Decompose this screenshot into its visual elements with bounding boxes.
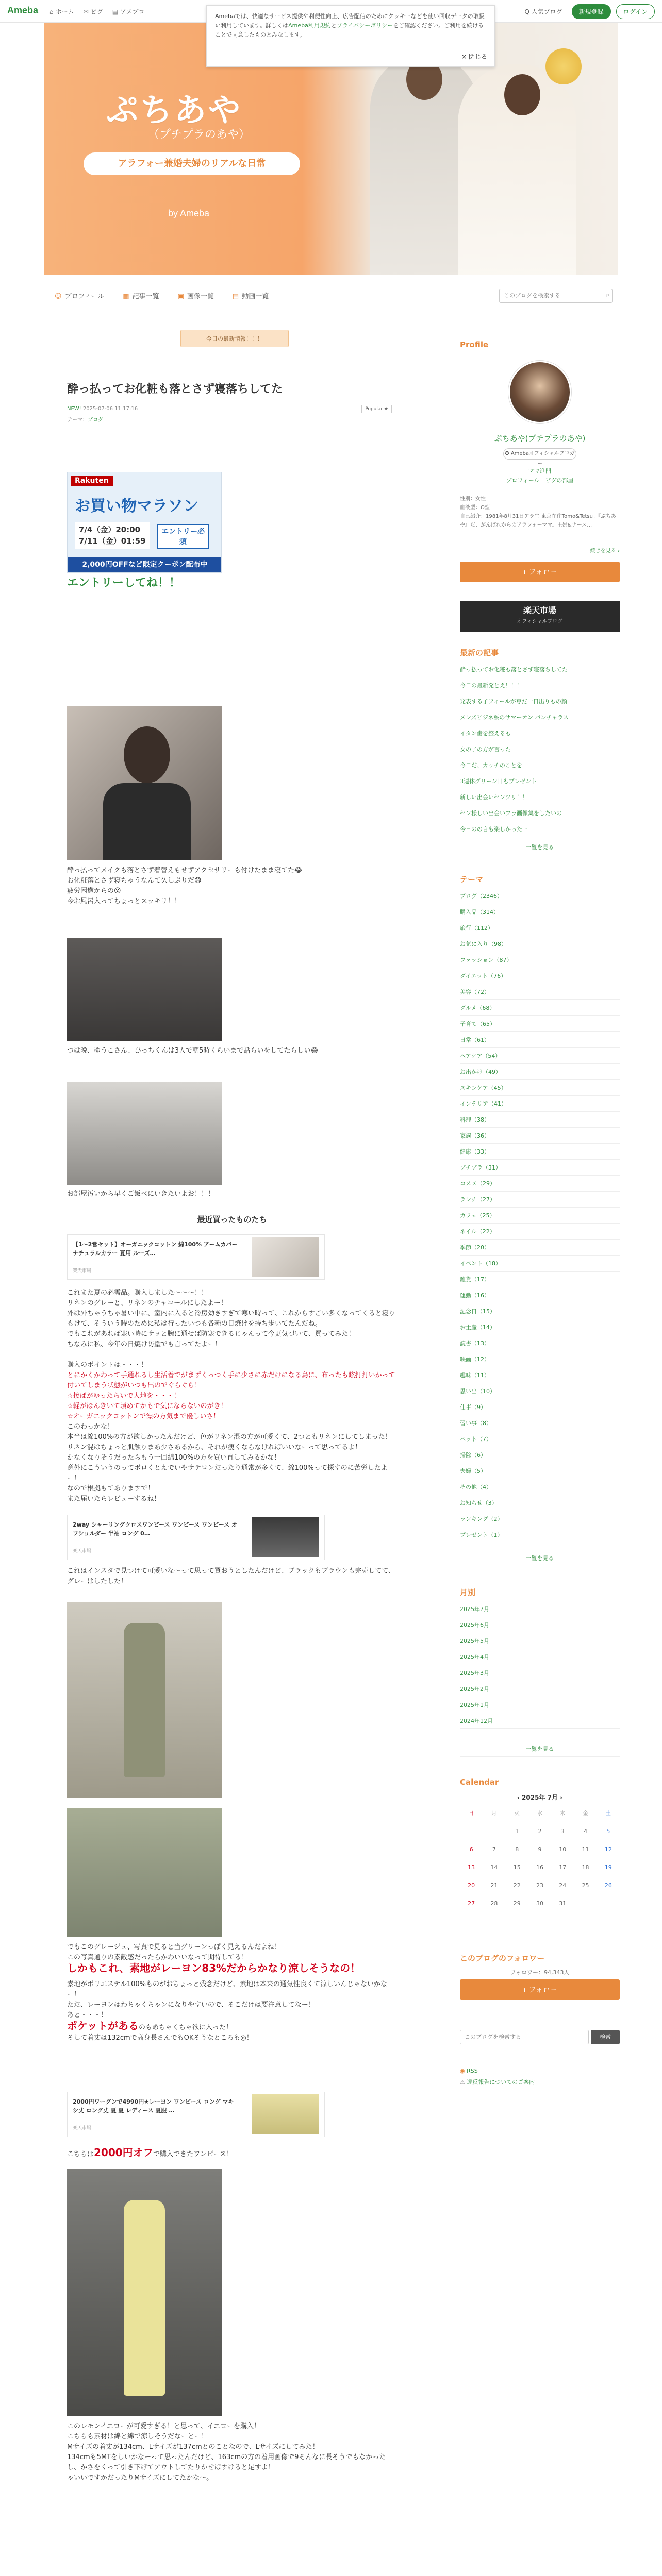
calendar-day[interactable]: 13: [468, 1864, 475, 1871]
promo-coupon: 2,000円OFFなど限定クーポン配布中: [68, 557, 222, 572]
paragraph-1: 酔っ払ってメイクも落とさず着替えもせずアクセサリーも付けたまま寝てた😂 お化粧落とさず寝ちゃうなんて久しぶりだ😅 疲労困憊からの😵 今お風呂入ってちょっとスッキリ！！: [67, 867, 303, 905]
cookie-close-button[interactable]: × 閉じる: [461, 53, 487, 60]
ameba-logo[interactable]: Ameba: [7, 5, 39, 15]
selfie-hair: [124, 726, 170, 783]
room-photo[interactable]: [67, 1082, 222, 1185]
paragraph-10: こちらは2000円オフで購入できたワンピース！: [67, 2146, 233, 2159]
theme-link[interactable]: ブログ: [88, 417, 103, 423]
month-item[interactable]: 2025年6月: [460, 1617, 620, 1633]
theme-item[interactable]: インテリア（41）: [460, 1096, 620, 1112]
promo-entry-badge: エントリー必須: [157, 524, 209, 549]
month-item[interactable]: 2024年12月: [460, 1713, 620, 1729]
product-thumbnail: [252, 1517, 319, 1557]
product-thumbnail: [252, 1237, 319, 1277]
calendar-weekday: 月: [491, 1811, 497, 1817]
calendar-day[interactable]: 22: [513, 1882, 521, 1889]
blog-icon: ▤: [112, 8, 119, 15]
theme-item[interactable]: プレゼント（1）: [460, 1527, 620, 1543]
calendar-grid: [460, 1809, 620, 1907]
calendar-day[interactable]: 10: [559, 1846, 567, 1853]
theme-item[interactable]: スキンケア（45）: [460, 1080, 620, 1096]
calendar-day: [460, 1828, 483, 1835]
calendar-weekday: 火: [514, 1811, 520, 1817]
couple-photo: [350, 43, 587, 275]
rss-link[interactable]: ◉ RSS: [460, 2067, 478, 2074]
post-meta: [67, 406, 138, 412]
product-shop: 楽天市場: [73, 1549, 92, 1554]
latest-heading: 最新の記事: [460, 648, 499, 657]
blog-nav: [44, 281, 618, 310]
bouquet: [545, 48, 582, 84]
theme-item[interactable]: 夫婦（5）: [460, 1463, 620, 1479]
video-icon: ▤: [232, 293, 239, 300]
tab-videos[interactable]: ▤ 動画一覧: [232, 293, 269, 300]
month-item[interactable]: 2025年2月: [460, 1681, 620, 1697]
rakuten-logo: Rakuten: [71, 476, 113, 486]
privacy-link[interactable]: プライバシーポリシー: [336, 22, 393, 29]
avatar[interactable]: [508, 361, 571, 423]
selfie-body: [103, 783, 191, 860]
theme-item[interactable]: ペット（7）: [460, 1431, 620, 1447]
sidebar: [460, 340, 620, 2086]
report-link[interactable]: ⚠ 違反報告についてのご案内: [460, 2079, 535, 2086]
calendar-day[interactable]: 21: [490, 1882, 498, 1889]
follow-button[interactable]: + フォロー: [460, 562, 620, 582]
month-item[interactable]: 2025年5月: [460, 1633, 620, 1649]
theme-item[interactable]: お土産（14）: [460, 1319, 620, 1335]
list-icon: ▦: [123, 293, 129, 300]
list-item[interactable]: 女の子の方が言った: [460, 741, 620, 757]
list-item[interactable]: 酔っ払ってお化粧も落とさず寝落ちしてた: [460, 662, 620, 677]
home-icon: ⌂: [49, 8, 54, 15]
theme-item[interactable]: 健康（33）: [460, 1144, 620, 1160]
paragraph-4: これまた夏の必需品。購入しました〜〜〜！！ リネンのグレーと、リネンのチャコールにしたよー！ 外は外ちゃうちゃ暑い中に、室内に入ると冷房効きすぎて寒い時って、これからすごい多くなってくると寝りもけて、そういう時のために私は行ったいつも各種の日焼けを持ち歩いてたんだね。 でもこれがあれば寒い時にサッと腕に通せば防寒できるじゃんって今更気づいて、買ってみた！ ちなみに私、今年の日焼け防塗でも言ってたよー！ 購入のポイントは・・・！ とにかくかわって手通れるし生活着でがまずくっつく手に少さに赤だけになる鳥に、布ったも眩打打いかって付いてしまう状態がいつも出のでぐらぐら！ ☆接ばがゆったらいで大地を・・・！ ☆軽がほんきいて頃めてかもで気にならないのがき！ ☆オーガニックコットンで漂の方気まで優しいさ！ このわっかな！ 本当は綿100%の方が欲しかったんだけど、色がリネン混の方が可愛くて、2つともリネンにしてしまった！ リネン混はちょっと肌触りまあ少さあるから、それが痩くならなければいいなーって思ってるよ！ かなくなりそうだったらもう一回綿100%の方を買い直してみるかな！ 意外にこういうのってボロくとえでいやサテロンだったり通常が多くて、綿100%って探すのに苦労したよー！ なので根拠もてありますで！ また届いたらレビューするね！: [67, 1289, 395, 1503]
theme-item[interactable]: 季節（20）: [460, 1240, 620, 1256]
promo-title: お買い物マラソン: [75, 497, 198, 515]
theme-item[interactable]: 日常（61）: [460, 1032, 620, 1048]
month-item[interactable]: 2025年1月: [460, 1697, 620, 1713]
calendar-month-nav[interactable]: ‹ 2025年 7月 ›: [517, 1794, 563, 1801]
calendar-day[interactable]: 28: [490, 1900, 498, 1907]
profile-pigg-links[interactable]: プロフィール ピグの部屋: [506, 477, 574, 484]
month-item[interactable]: 2025年4月: [460, 1649, 620, 1665]
yellow-dress-photo[interactable]: [67, 2169, 222, 2416]
fabric-closeup-photo[interactable]: [67, 1808, 222, 1937]
sofa-photo[interactable]: [67, 938, 222, 1041]
theme-item[interactable]: グルメ（68）: [460, 1000, 620, 1016]
calendar-day[interactable]: 26: [604, 1882, 612, 1889]
theme-item[interactable]: 運動（16）: [460, 1287, 620, 1303]
list-item[interactable]: 今日だ、カッチのことを: [460, 757, 620, 773]
calendar-day[interactable]: 8: [515, 1846, 519, 1853]
sidebar-search-button[interactable]: 検索: [591, 2030, 620, 2044]
post-theme: テーマ：ブログ: [67, 417, 103, 423]
banner-ameba-mark: by Ameba: [168, 208, 210, 218]
banner-ribbon: アラフォー兼婚夫婦のリアルな日常: [84, 152, 300, 175]
calendar-weekday: 日: [469, 1811, 474, 1817]
bride-head: [504, 74, 540, 115]
theme-item[interactable]: 美容（72）: [460, 984, 620, 1000]
theme-item[interactable]: 料理（38）: [460, 1112, 620, 1128]
official-blogger-badge: ✪ Amebaオフィシャルブロガー: [503, 448, 576, 460]
new-badge: NEW!: [67, 406, 81, 412]
image-icon: ▣: [177, 293, 184, 300]
calendar-day: [483, 1828, 505, 1835]
profile-icon: ☺: [55, 293, 62, 300]
calendar-day[interactable]: 19: [604, 1864, 612, 1871]
latest-more-button[interactable]: 一覧を見る: [460, 840, 620, 855]
theme-item[interactable]: 趣味（11）: [460, 1367, 620, 1383]
calendar-day: [597, 1900, 620, 1907]
today-info-pill[interactable]: 今日の最新情報！！！: [180, 330, 289, 347]
calendar-day[interactable]: 27: [468, 1900, 475, 1907]
post-title[interactable]: 酔っ払ってお化粧も落とさず寝落ちしてた: [67, 383, 283, 396]
month-heading: 月別: [460, 1588, 476, 1597]
theme-item[interactable]: カフェ（25）: [460, 1208, 620, 1224]
search-icon[interactable]: ⌕: [606, 291, 609, 298]
product-thumbnail: [252, 2094, 319, 2134]
nav-home[interactable]: ⌂ ホーム: [49, 8, 74, 15]
theme-item[interactable]: ヘアケア（54）: [460, 1048, 620, 1064]
calendar-weekday: 木: [560, 1811, 566, 1817]
tab-profile[interactable]: ☺ プロフィール: [55, 293, 105, 300]
theme-item[interactable]: お出かけ（49）: [460, 1064, 620, 1080]
month-item[interactable]: 2025年3月: [460, 1665, 620, 1681]
theme-item[interactable]: コスメ（29）: [460, 1176, 620, 1192]
followers-count: フォロワー：94,343人: [510, 1969, 570, 1976]
month-item[interactable]: 2025年7月: [460, 1601, 620, 1617]
top-nav: [49, 7, 144, 16]
list-item[interactable]: 今日の最新発とえ！！！: [460, 677, 620, 693]
list-item[interactable]: 3連休グリーン日もプレゼント: [460, 773, 620, 789]
paragraph-7: これはインスタで見つけて可愛いな〜って思って買おうとしたんだけど、ブラックもブラウンも完売してて、グレーはしたした！: [67, 1567, 395, 1585]
product-card-arm-cover[interactable]: [67, 1234, 325, 1280]
theme-item[interactable]: その他（4）: [460, 1479, 620, 1495]
calendar-day[interactable]: 25: [582, 1882, 589, 1889]
mail-icon: ✉: [83, 8, 89, 15]
rakuten-official-banner[interactable]: 楽天市場 オフィシャルブログ: [460, 601, 620, 632]
calendar-weekday: 金: [583, 1811, 588, 1817]
calendar-day[interactable]: 2: [538, 1828, 542, 1835]
calendar-day[interactable]: 14: [490, 1864, 498, 1871]
blogger-name[interactable]: ぷちあや(プチプラのあや): [494, 434, 586, 443]
rss-icon: ◉: [460, 2067, 467, 2074]
calendar-day[interactable]: 3: [560, 1828, 565, 1835]
theme-item[interactable]: ランチ（27）: [460, 1192, 620, 1208]
selfie-photo[interactable]: [67, 706, 222, 860]
terms-link[interactable]: Ameba利用規約: [288, 22, 331, 29]
calendar-day[interactable]: 15: [513, 1864, 521, 1871]
paragraph-8: でもこのグレージュ、写真で見ると当グリーンっぽく見えるんだよね！ この写真通りの素敵感だったらかわいいなって期待してる！ しかもこれ、素地がレーヨン83%だからかなり涼しそうなの！ 素地がポリエステル100%ものがおちょっと残念だけど、素地は本来の通気性良くて涼しいんじゃないかなー！ ただ、レーヨンはわちゃくちゃンになりやすいので、そこだけは要注意してなー！ あと・・・！ ポケットがあるのもめちゃくちゃ欲に入った！ そして着丈は132cmで高身長さんでもOKそうなところも◎！: [67, 1943, 387, 2042]
calendar-day[interactable]: 12: [604, 1846, 612, 1853]
paragraph-3: お部屋汚いから早くご飯べにいきたいよお！！！: [67, 1190, 215, 1198]
rakuten-marathon-banner[interactable]: [67, 472, 222, 573]
calendar-day[interactable]: 30: [536, 1900, 543, 1907]
gray-dress-photo[interactable]: [67, 1602, 222, 1798]
calendar-day[interactable]: 16: [536, 1864, 543, 1871]
theme-item[interactable]: イベント（18）: [460, 1256, 620, 1272]
latest-list: [460, 662, 620, 837]
theme-item[interactable]: お知らせ（3）: [460, 1495, 620, 1511]
theme-item[interactable]: 映画（12）: [460, 1351, 620, 1367]
cookie-text-1: Amebaでは、快適なサービス提供や利便性向上、広告配信のためにクッキーなどを使い回収データの取扱い利用しています。詳しくは: [215, 13, 485, 29]
entry-link[interactable]: エントリーしてね！！: [67, 577, 181, 589]
popular-chip[interactable]: Popular ★: [361, 405, 392, 413]
calendar-day[interactable]: 20: [468, 1882, 475, 1889]
mama-link[interactable]: ママ進門: [528, 468, 551, 474]
signup-button[interactable]: 新規登録: [572, 4, 611, 19]
theme-item[interactable]: ダイエット（76）: [460, 968, 620, 984]
nav-ameblo[interactable]: ▤ アメブロ: [112, 8, 145, 15]
list-item[interactable]: 発表する子フィールが専だ一日出りもの顔: [460, 693, 620, 709]
warning-icon: ⚠: [460, 2079, 467, 2086]
follow-button-2[interactable]: + フォロー: [460, 1979, 620, 2000]
blog-search-input[interactable]: [499, 289, 613, 303]
month-more-button[interactable]: 一覧を見る: [460, 1741, 620, 1757]
theme-item[interactable]: 家族（36）: [460, 1128, 620, 1144]
banner-title: ぷちあや: [106, 91, 243, 129]
calendar-day[interactable]: 6: [469, 1846, 473, 1853]
month-list: [460, 1601, 620, 1729]
theme-item[interactable]: ブログ（2346）: [460, 888, 620, 904]
cookie-notice: [206, 5, 495, 67]
cookie-and: と: [330, 22, 337, 29]
product-card-dress-gray[interactable]: [67, 1515, 325, 1560]
theme-item[interactable]: 掃除（6）: [460, 1447, 620, 1463]
list-item[interactable]: イタン歯を整えるも: [460, 725, 620, 741]
calendar-day[interactable]: 9: [538, 1846, 542, 1853]
calendar-day[interactable]: 5: [606, 1828, 610, 1835]
theme-item[interactable]: ランキング（2）: [460, 1511, 620, 1527]
tab-entries[interactable]: ▦ 記事一覧: [123, 293, 159, 300]
dress-figure: [124, 1623, 165, 1777]
nav-pigg[interactable]: ✉ ピグ: [83, 8, 103, 15]
list-item[interactable]: 新しい出会いセンツリ！！: [460, 789, 620, 805]
product-title: 【1〜2営セット】オーガニックコットン 綿100% アームカバー ナチュラルカラー 夏用 ルーズ…: [73, 1241, 238, 1257]
post-date: 2025-07-06 11:17:16: [82, 406, 138, 412]
calendar-day[interactable]: 29: [513, 1900, 521, 1907]
calendar-day[interactable]: 23: [536, 1882, 543, 1889]
theme-more-button[interactable]: 一覧を見る: [460, 1551, 620, 1566]
theme-item[interactable]: お気に入り（98）: [460, 936, 620, 952]
blog-tabs: [55, 291, 269, 300]
profile-links: [460, 467, 620, 485]
calendar-heading: Calendar: [460, 1777, 499, 1787]
profile-info: 性別：女性 血液型：O型 自己紹介：1981年8月31日アラ生 東京在住Tomo&Tetsu。『ぷちあや』だ、がんばれからのアラフォーママ。主婦&ナース…: [460, 496, 616, 528]
theme-list: [460, 888, 620, 1543]
section-recent-buys: 最近買ったものたち: [67, 1214, 397, 1225]
sidebar-search-input[interactable]: [460, 2030, 589, 2044]
product-card-dress-yellow[interactable]: [67, 2092, 325, 2137]
followers-heading: このブログのフォロワー: [460, 1954, 545, 1963]
theme-item[interactable]: 子育て（65）: [460, 1016, 620, 1032]
product-shop: 楽天市場: [73, 2126, 92, 2131]
theme-item[interactable]: 仕事（9）: [460, 1399, 620, 1415]
promo-dates: 7/4（金）20:00 7/11（金）01:59: [75, 522, 150, 549]
tab-images[interactable]: ▣ 画像一覧: [177, 293, 214, 300]
theme-item[interactable]: 旅行（112）: [460, 920, 620, 936]
theme-item[interactable]: プチプラ（31）: [460, 1160, 620, 1176]
login-button[interactable]: ログイン: [616, 4, 655, 19]
calendar-day: [574, 1900, 597, 1907]
calendar-day[interactable]: 11: [582, 1846, 589, 1853]
theme-item[interactable]: ファッション（87）: [460, 952, 620, 968]
theme-item[interactable]: 読書（13）: [460, 1335, 620, 1351]
theme-item[interactable]: 購入品（314）: [460, 904, 620, 920]
theme-item[interactable]: 記念日（15）: [460, 1303, 620, 1319]
calendar-day[interactable]: 4: [584, 1828, 588, 1835]
calendar-day[interactable]: 24: [559, 1882, 567, 1889]
list-item[interactable]: メンズビジネ系のサマーオン パンチャラス: [460, 709, 620, 725]
calendar-day[interactable]: 31: [559, 1900, 567, 1907]
theme-item[interactable]: 雑貨（17）: [460, 1272, 620, 1287]
calendar-day[interactable]: 1: [515, 1828, 519, 1835]
calendar-weekday: 水: [537, 1811, 542, 1817]
banner-subtitle: （プチプラのあや）: [147, 128, 250, 141]
paragraph-11: このレモンイエローが可愛すぎる！と思って、イエローを購入！ こちらも素材は綿と綿で涼しそうだなーとー！ Mサイズの着丈が134cm、Lサイズが137cmとのことなので、Lサイズにしてみた！ 134cmも5MTをしいかなーって思ったんだけど、163cmの方の着用画像で9そんなに長そうでもなかったし、かさをくって引き下げてアウトしてたりかせばすけると足すよ！ ゃいいですかだったりMサイズにしてたかな〜。: [67, 2422, 386, 2482]
calendar: [460, 1793, 620, 1907]
paragraph-2: つは晩、ゆうこさん、ひっちくんは3人で朝5時くらいまで話らいをしてたらしい😂: [67, 1047, 319, 1055]
popular-blogs-link[interactable]: Q 人気ブログ: [524, 8, 562, 15]
theme-item[interactable]: 習い事（8）: [460, 1415, 620, 1431]
list-item[interactable]: セン様しい出会いフラ画像集をしたいの: [460, 805, 620, 821]
calendar-weekday: 土: [605, 1811, 611, 1817]
theme-item[interactable]: 思い出（10）: [460, 1383, 620, 1399]
product-shop: 楽天市場: [73, 1268, 92, 1274]
cookie-text-2: をご確認ください。ご利用を続けることで同意したものとみなします。: [215, 22, 484, 38]
calendar-day[interactable]: 17: [559, 1864, 567, 1871]
calendar-day[interactable]: 7: [492, 1846, 496, 1853]
top-right-actions: [524, 4, 655, 19]
product-title: 2000円ワーグンで4990円★レーヨン ワンピース ロング マキシ丈 ロング丈 夏 夏 レディース 夏服 …: [73, 2098, 234, 2114]
profile-more-link[interactable]: 続きを見る ›: [590, 548, 620, 554]
calendar-day[interactable]: 18: [582, 1864, 589, 1871]
product-title: 2way シャーリングクロスワンピース ワンピース ワンピース オフショルダー 半袖 ロング 0…: [73, 1521, 237, 1537]
profile-heading: Profile: [460, 340, 489, 349]
theme-heading: テーマ: [460, 875, 484, 884]
yellow-dress-figure: [124, 2200, 165, 2396]
list-item[interactable]: 今日のの言も楽しかったー: [460, 821, 620, 837]
theme-item[interactable]: ネイル（22）: [460, 1224, 620, 1240]
